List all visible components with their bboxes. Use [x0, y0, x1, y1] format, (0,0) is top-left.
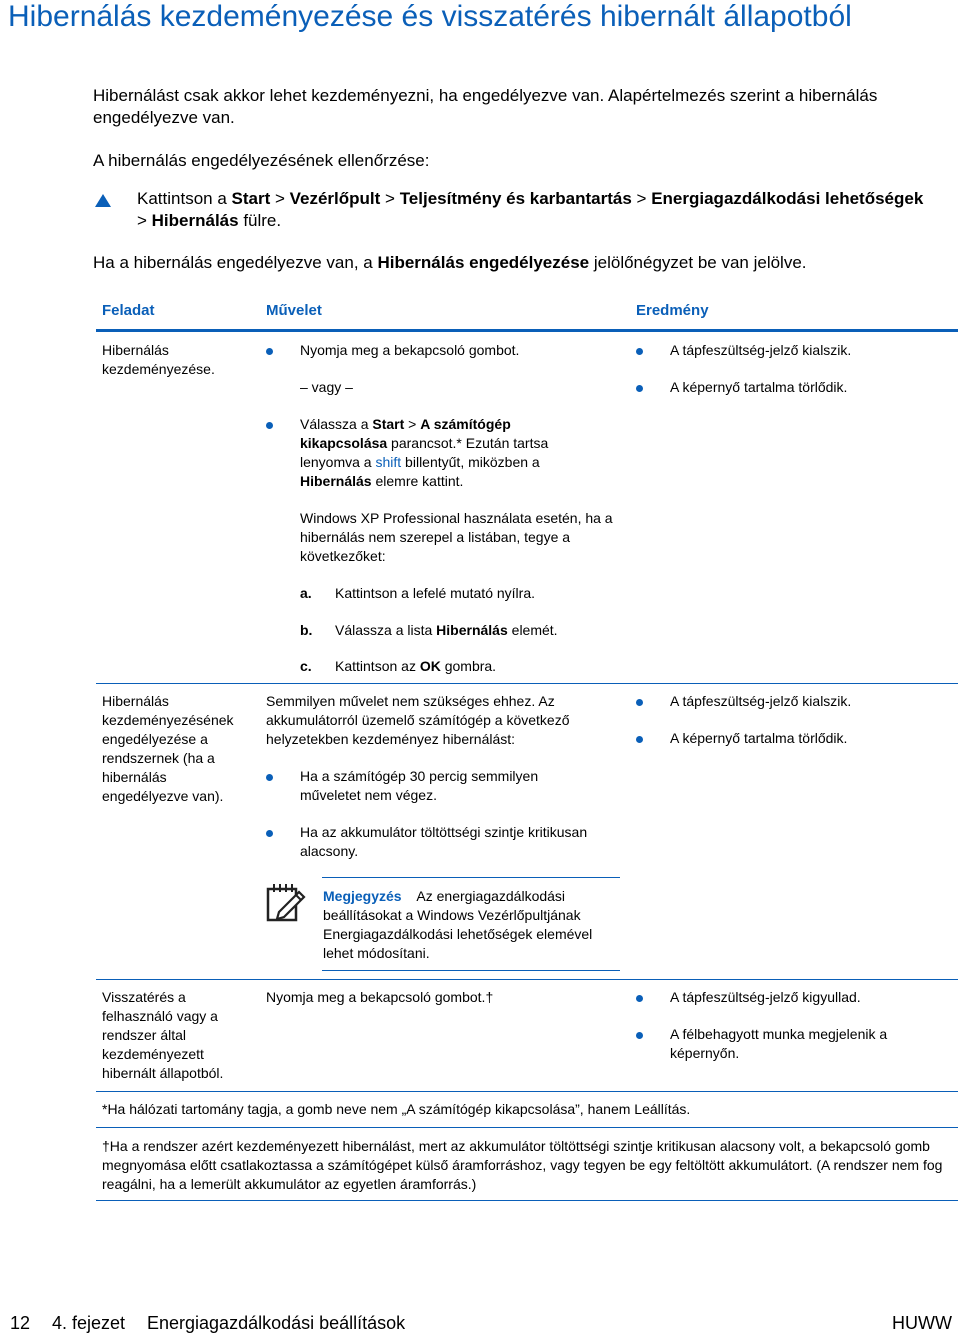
bullet-icon — [266, 348, 273, 355]
check-lead: A hibernálás engedélyezésének ellenőrzése: — [93, 151, 430, 170]
substep-c: Kattintson az OK gombra. — [335, 658, 497, 674]
bullet-icon — [636, 736, 643, 743]
row1-xp-note: Windows XP Professional használata esetén, ha a hibernálás nem szerepel a listában, tegye a következőket: — [300, 510, 613, 564]
row1-action-1: Nyomja meg a bekapcsoló gombot. — [300, 342, 520, 358]
column-header-result: Eredmény — [636, 302, 709, 319]
row-divider — [96, 1091, 958, 1092]
chapter-title: Energiagazdálkodási beállítások — [147, 1313, 406, 1333]
footnote-divider — [96, 1127, 958, 1128]
table-header-rule — [96, 329, 958, 332]
substep-b: Válassza a lista Hibernálás elemét. — [335, 622, 558, 638]
bullet-icon — [266, 422, 273, 429]
note-box — [323, 887, 623, 963]
bullet-icon — [636, 699, 643, 706]
step-arrow-icon — [95, 194, 111, 207]
page-footer — [0, 1310, 960, 1336]
substep-a: Kattintson a lefelé mutató nyílra. — [335, 585, 535, 601]
row3-task: Visszatérés a felhasználó vagy a rendszer által kezdeményezett hibernált állapotból. — [102, 989, 224, 1081]
shift-key: shift — [375, 454, 402, 470]
row2-bullet-1: Ha a számítógép 30 percig semmilyen műveletet nem végez. — [300, 768, 539, 803]
result-paragraph: Ha a hibernálás engedélyezve van, a Hibernálás engedélyezése jelölőnégyzet be van jelölve. — [93, 253, 807, 272]
row2-bullet-2: Ha az akkumulátor töltöttségi szintje kritikusan alacsony. — [300, 824, 588, 859]
note-rule-top — [322, 877, 620, 878]
footnote-dagger: †Ha a rendszer azért kezdeményezett hibernálást, mert az akkumulátor töltöttségi szintje kritikusan alacsony volt, a bekapcsoló gomb megnyomása előtt csatlakoztassa a számítógépet külső áramforráshoz, vagy tegyen be egy feltöltött akkumulátort. (A rendszer nem fog reagálni, ha a lemerült akkumulátor az egyetlen áramforrás.) — [102, 1138, 943, 1192]
bullet-icon — [636, 995, 643, 1002]
bullet-icon — [636, 1032, 643, 1039]
row1-or: – vagy – — [300, 379, 353, 395]
bullet-icon — [636, 385, 643, 392]
row1-action-2: Válassza a Start > A számítógép kikapcsolása parancsot.* Ezután tartsa lenyomva a shift billentyűt, miközben a Hibernálás elemre kattint. — [300, 416, 549, 489]
column-header-action: Művelet — [266, 302, 322, 319]
row3-result-1: A tápfeszültség-jelző kigyullad. — [670, 989, 861, 1005]
row3-result-2: A félbehagyott munka megjelenik a képernyőn. — [670, 1026, 888, 1061]
note-text: Az energiagazdálkodási beállításokat a Windows Vezérlőpultjának Energiagazdálkodási lehetőségek elemével lehet módosítani. — [323, 888, 593, 961]
row-divider — [96, 683, 958, 684]
bullet-icon — [636, 348, 643, 355]
row-divider — [96, 979, 958, 980]
row1-result-2: A képernyő tartalma törlődik. — [670, 379, 848, 395]
step-instruction: Kattintson a Start > Vezérlőpult > Teljesítmény és karbantartás > Energiagazdálkodási lehetőségek > Hibernálás fülre. — [137, 189, 924, 230]
substep-label: b. — [300, 622, 313, 638]
row1-result-1: A tápfeszültség-jelző kialszik. — [670, 342, 852, 358]
row2-task: Hibernálás kezdeményezésének engedélyezése a rendszernek (ha a hibernálás engedélyezve van). — [102, 693, 234, 804]
footnote-asterisk: *Ha hálózati tartomány tagja, a gomb neve nem „A számítógép kikapcsolása”, hanem Leállítás. — [102, 1101, 691, 1117]
brand-code: HUWW — [892, 1313, 952, 1333]
table-bottom-rule — [96, 1200, 958, 1201]
substep-label: a. — [300, 585, 312, 601]
column-header-task: Feladat — [102, 302, 155, 319]
intro-paragraph: Hibernálást csak akkor lehet kezdeményezni, ha engedélyezve van. Alapértelmezés szerint a hibernálás engedélyezve van. — [93, 86, 878, 127]
row2-result-1: A tápfeszültség-jelző kialszik. — [670, 693, 852, 709]
note-label: Megjegyzés — [323, 888, 402, 904]
note-rule-bottom — [322, 970, 620, 971]
row3-action: Nyomja meg a bekapcsoló gombot.† — [266, 989, 494, 1005]
substep-label: c. — [300, 658, 312, 674]
bullet-icon — [266, 830, 273, 837]
page-title: Hibernálás kezdeményezése és visszatérés hibernált állapotból — [8, 0, 852, 33]
bullet-icon — [266, 774, 273, 781]
row1-task: Hibernálás kezdeményezése. — [102, 342, 215, 377]
note-icon — [265, 881, 307, 923]
chapter-number: 4. fejezet — [52, 1313, 126, 1333]
page-number: 12 — [10, 1313, 31, 1333]
row2-action: Semmilyen művelet nem szükséges ehhez. Az akkumulátorról üzemelő számítógép a következő helyzetekben kezdeményez hibernálást: — [266, 693, 570, 747]
row2-result-2: A képernyő tartalma törlődik. — [670, 730, 848, 746]
